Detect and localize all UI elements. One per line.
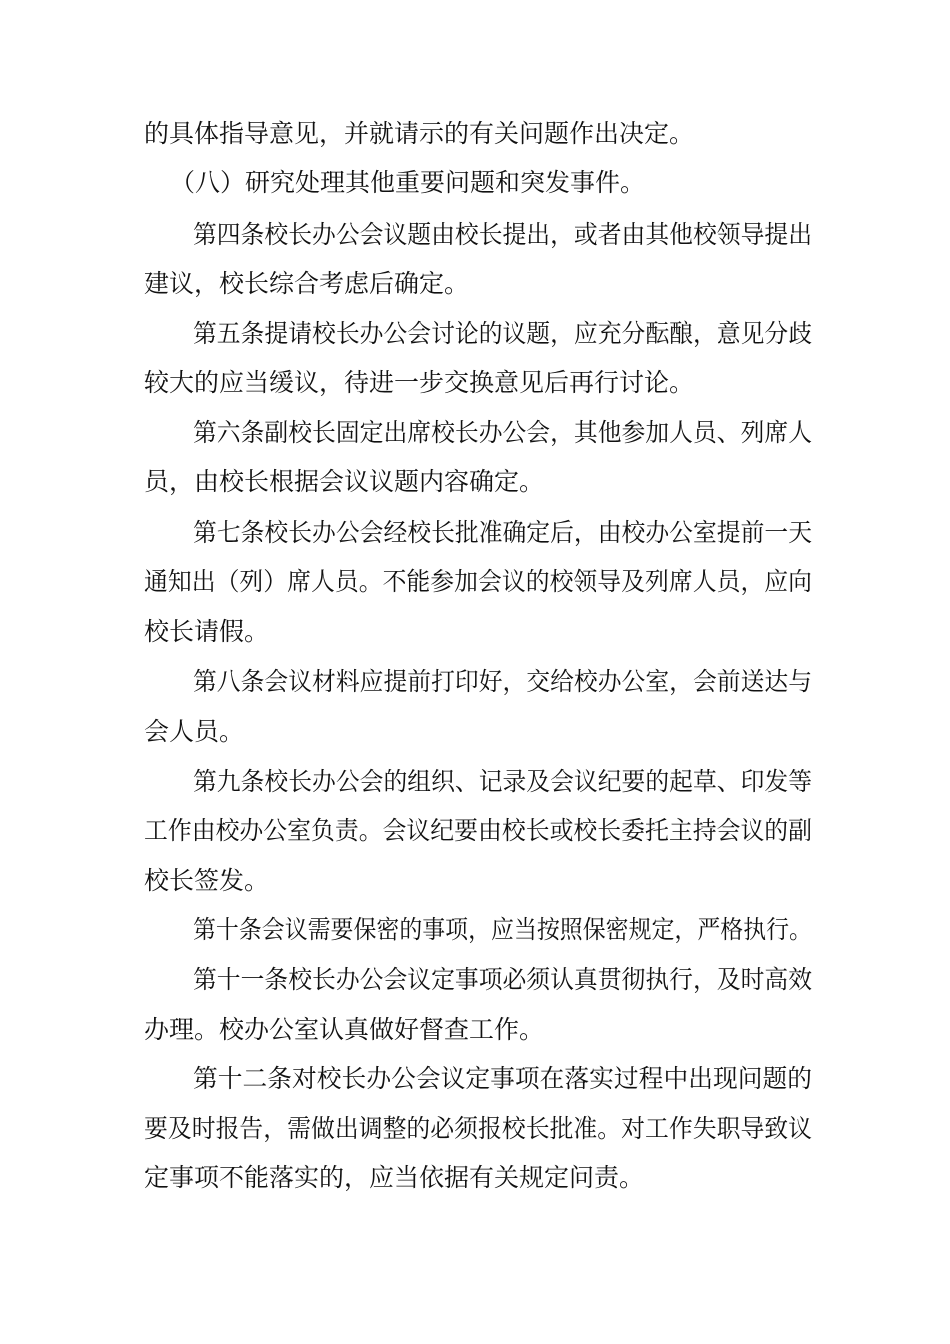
text-line <box>0 1109 950 1149</box>
text-line-content: 第十条会议需要保密的事项，应当按照保密规定，严格执行。 <box>193 915 812 944</box>
text-line-content: 第八条会议材料应提前打印好，交给校办公室，会前送达与 <box>193 667 813 696</box>
text-line-content: 第四条校长办公会议题由校长提出，或者由其他校领导提出 <box>193 220 813 249</box>
text-line <box>0 513 950 553</box>
text-line-content: 定事项不能落实的，应当依据有关规定问责。 <box>144 1163 645 1192</box>
text-line-content: （八）研究处理其他重要问题和突发事件。 <box>170 168 646 197</box>
text-line-content: 第十一条校长办公会议定事项必须认真贯彻执行，及时高效 <box>193 965 813 994</box>
text-line-content: 要及时报告，需做出调整的必须报校长批准。对工作失职导致议 <box>144 1114 813 1143</box>
text-line <box>0 662 950 702</box>
text-line <box>0 264 950 304</box>
text-line-content: 较大的应当缓议，待进一步交换意见后再行讨论。 <box>144 368 695 397</box>
text-line <box>0 1010 950 1050</box>
text-line-content: 校长签发。 <box>144 866 270 895</box>
text-line-content: 员，由校长根据会议议题内容确定。 <box>144 467 545 496</box>
text-line-content: 第十二条对校长办公会议定事项在落实过程中出现问题的 <box>193 1064 813 1093</box>
text-line-content: 建议，校长综合考虑后确定。 <box>144 269 470 298</box>
text-line <box>0 114 950 154</box>
text-line-content: 会人员。 <box>144 717 245 746</box>
text-line <box>0 413 950 453</box>
text-line <box>0 1158 950 1198</box>
text-line <box>0 363 950 403</box>
text-line <box>0 1059 950 1099</box>
text-line <box>0 960 950 1000</box>
text-line <box>0 762 950 802</box>
text-line <box>0 712 950 752</box>
text-line-content: 工作由校办公室负责。会议纪要由校长或校长委托主持会议的副 <box>144 816 813 845</box>
text-line <box>0 910 950 950</box>
text-line <box>0 861 950 901</box>
text-line-content: 第五条提请校长办公会讨论的议题，应充分酝酿，意见分歧 <box>193 319 813 348</box>
text-line <box>0 462 950 502</box>
text-line-content: 第七条校长办公会经校长批准确定后，由校办公室提前一天 <box>193 518 813 547</box>
text-line <box>0 215 950 255</box>
text-line <box>0 562 950 602</box>
text-line-content: 办理。校办公室认真做好督查工作。 <box>144 1015 545 1044</box>
text-line-content: 的具体指导意见，并就请示的有关问题作出决定。 <box>144 119 695 148</box>
text-line-content: 校长请假。 <box>144 617 270 646</box>
text-line <box>0 612 950 652</box>
text-line-content: 第九条校长办公会的组织、记录及会议纪要的起草、印发等 <box>193 767 813 796</box>
text-line <box>0 811 950 851</box>
text-line-content: 第六条副校长固定出席校长办公会，其他参加人员、列席人 <box>193 418 813 447</box>
text-line-content: 通知出（列）席人员。不能参加会议的校领导及列席人员，应向 <box>144 567 813 596</box>
text-line <box>0 314 950 354</box>
text-line <box>0 163 950 203</box>
